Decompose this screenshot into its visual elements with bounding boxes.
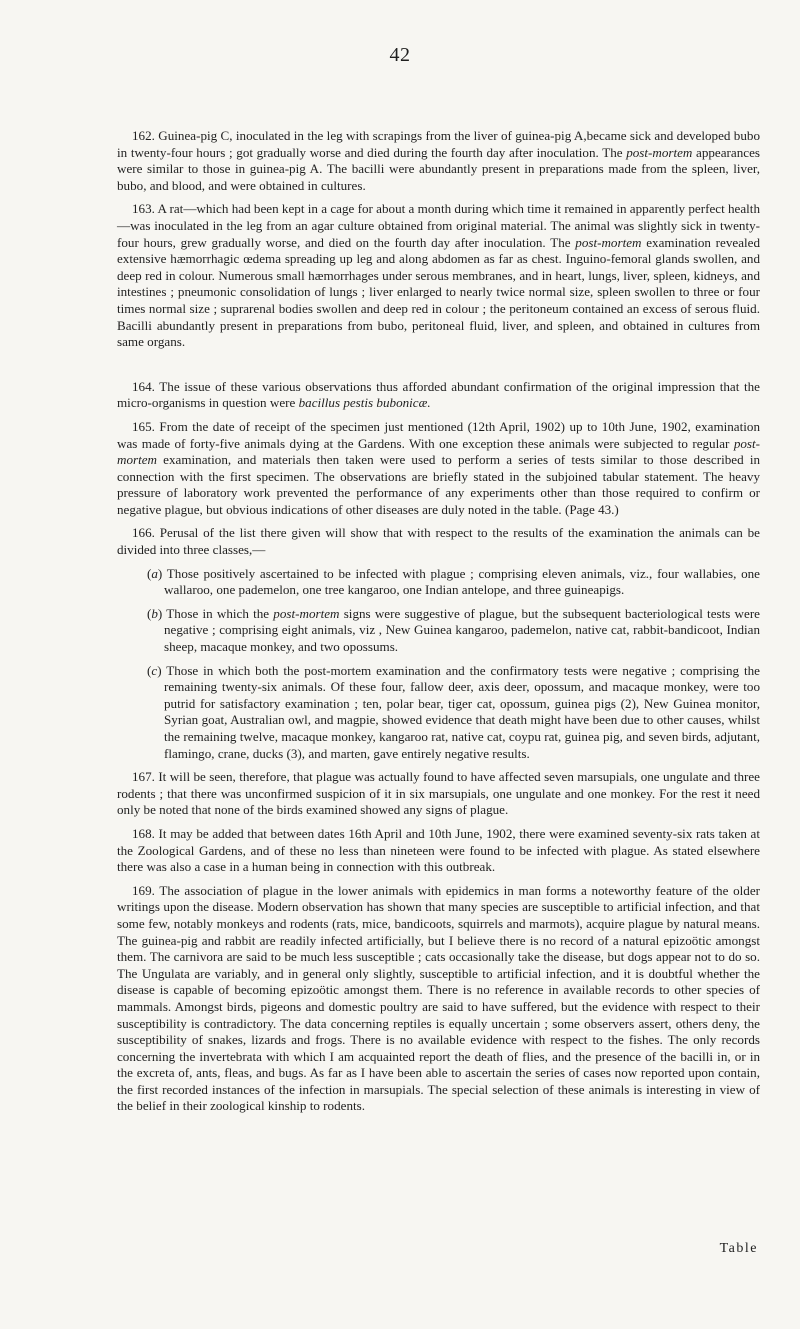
text-run: ) Those in which the: [157, 605, 274, 621]
text-run: 166. Perusal of the list there given will show that with respect to the results of the examination the animals can be divided into three classes,—: [117, 525, 760, 558]
paragraph-p166: [117, 525, 760, 558]
text-run: 163. A rat—which had been kept in a cage for about a month during which time it remained in apparently perfect health—was inoculated in the leg from an agar culture obtained from original material. The animal was slightly sick in twenty-four hours, grew gradually worse, and died on the fourth day after inoculation. The: [117, 201, 760, 250]
paragraph-p164: [117, 379, 760, 412]
paragraph-p167: [117, 769, 760, 819]
text-run: 168. It may be added that between dates 16th April and 10th June, 1902, there were examined seventy-six rats taken at the Zoological Gardens, and of these no less than nineteen were found to be infected with plague. As stated elsewhere there was also a case in a human being in connection with this outbreak.: [117, 825, 760, 875]
text-run: ) Those positively ascertained to be infected with plague ; comprising eleven animals, viz., four wallabies, one wallaroo, one pademelon, one tree kangaroo, one Indian antelope, and three guineapigs.: [157, 565, 760, 598]
italic-text: b: [151, 605, 158, 621]
text-run: (: [147, 662, 152, 678]
italic-text: post-mortem: [575, 234, 642, 250]
paragraph-p166a: [117, 566, 760, 599]
page-number: 42: [389, 44, 411, 66]
paragraph-p163: [117, 201, 760, 350]
italic-text: post-mortem: [626, 144, 693, 160]
italic-text: post-mortem: [273, 605, 340, 621]
text-run: examination, and materials then taken were used to perform a series of tests similar to those described in connection with the first specimen. The observations are briefly stated in the subjoined tabular statement. The heavy pressure of laboratory work prevented the performance of any experiments other than those required to confirm or negative plague, but obvious indications of other diseases are duly noted in the table. (Page 43.): [117, 452, 760, 517]
paragraph-p165: [117, 419, 760, 519]
text-run: examination revealed extensive hæmorrhagic œdema spreading up leg and along abdomen as far as chest. Inguino-femoral glands swollen, and deep red in colour. Numerous small hæmorrhages under serous membranes, and in heart, lungs, liver, spleen, kidneys, and intestines ; pneumonic consolidation of lungs ; liver enlarged to nearly twice normal size, spleen swollen to three or four times normal size ; suprarenal bodies swollen and deep red in colour ; the peritoneum contained an excess of serous fluid. Bacilli abundantly present in preparations from bubo, peritoneal fluid, liver, and spleen, and obtained in cultures from same organs.: [117, 234, 761, 350]
italic-text: a: [151, 565, 158, 581]
paragraph-p168: [117, 826, 760, 876]
paragraph-p162: [117, 128, 760, 194]
italic-text: c: [151, 662, 158, 678]
paragraph-p166c: [117, 663, 760, 763]
text-run: (: [147, 565, 152, 581]
text-run: appearances were similar to those in guinea-pig A. The bacilli were abundantly present in preparations made from the spleen, liver, bubo, and blood, and were obtained in cultures.: [117, 144, 760, 193]
catch-word: Table: [719, 1241, 758, 1256]
paragraph-p166b: [117, 606, 760, 656]
text-run: signs were suggestive of plague, but the subsequent bacteriological tests were negative ; comprising eight animals, viz , New Guinea kangaroo, pademelon, native cat, rabbit-bandicoot, Indian sheep, macaque monkey, and two opossums.: [164, 605, 760, 655]
italic-text: bacillus pestis bubonicæ.: [298, 395, 431, 411]
text-run: 165. From the date of receipt of the specimen just mentioned (12th April, 1902) up to 10th June, 1902, examination was made of forty-five animals dying at the Gardens. With one exception these animals were subjected to regular: [117, 418, 760, 451]
body-text: [117, 128, 760, 1122]
text-run: ) Those in which both the post-mortem examination and the confirmatory tests were negative ; comprising the remaining twenty-six animals. Of these four, fallow deer, axis deer, opossum, and macaque monkey, were too putrid for satisfactory examination ; ten, polar bear, tiger cat, opossum, guinea pigs (2), New Guinea monitor, Syrian goat, Australian owl, and magpie, showed evidence that death might have been due to other causes, whilst the remaining twelve, macaque monkey, kangaroo rat, native cat, coypu rat, guinea pig, and seven birds, adjutant, flamingo, crane, ducks (3), and marten, gave entirely negative results.: [157, 662, 760, 761]
text-run: (: [147, 605, 152, 621]
paragraph-p169: [117, 883, 760, 1115]
italic-text: post-mortem: [117, 435, 760, 468]
text-run: 169. The association of plague in the lower animals with epidemics in man forms a noteworthy feature of the older writings upon the disease. Modern observation has shown that many species are susceptible to artificial infection, and that some few, notably monkeys and rodents (rats, mice, bandicoots, squirrels and marmots), acquire plague by natural means. The guinea-pig and rabbit are readily infected artificially, but I believe there is no record of a natural epizoötic amongst them. The carnivora are said to be much less susceptible ; cats occasionally take the disease, but dogs appear not to do so. The Ungulata are variably, and in general only slightly, susceptible to artificial infection, and it is doubtful whether the disease is capable of becoming epizoötic amongst them. There is no reference in available records to other species of mammals. Amongst birds, pigeons and domestic poultry are said to have suffered, but the evidence with respect to their susceptibility is contradictory. The data concerning reptiles is equally uncertain ; some observers assert, others deny, the susceptibility of snakes, lizards and frogs. There is no available evidence with respect to the fishes. The only records concerning the invertebrata with which I am acquainted report the death of flies, and the presence of the bacilli in, or in the excreta of, ants, fleas, and bugs. As far as I have been able to ascertain the series of cases now reported upon contain, the first recorded instances of the infection in marsupials. The special selection of these animals is interesting in view of the belief in their zoological kinship to rodents.: [117, 882, 760, 1114]
text-run: 164. The issue of these various observations thus afforded abundant confirmation of the original impression that the micro-organisms in question were: [117, 378, 760, 411]
text-run: 167. It will be seen, therefore, that plague was actually found to have affected seven marsupials, one ungulate and three rodents ; that there was unconfirmed suspicion of it in six marsupials, one ungulate and one monkey. For the rest it need only be noted that none of the birds examined showed any signs of plague.: [117, 769, 760, 818]
text-run: 162. Guinea-pig C, inoculated in the leg with scrapings from the liver of guinea-pig A,became sick and developed bubo in twenty-four hours ; got gradually worse and died during the fourth day after inoculation. The: [117, 128, 760, 160]
